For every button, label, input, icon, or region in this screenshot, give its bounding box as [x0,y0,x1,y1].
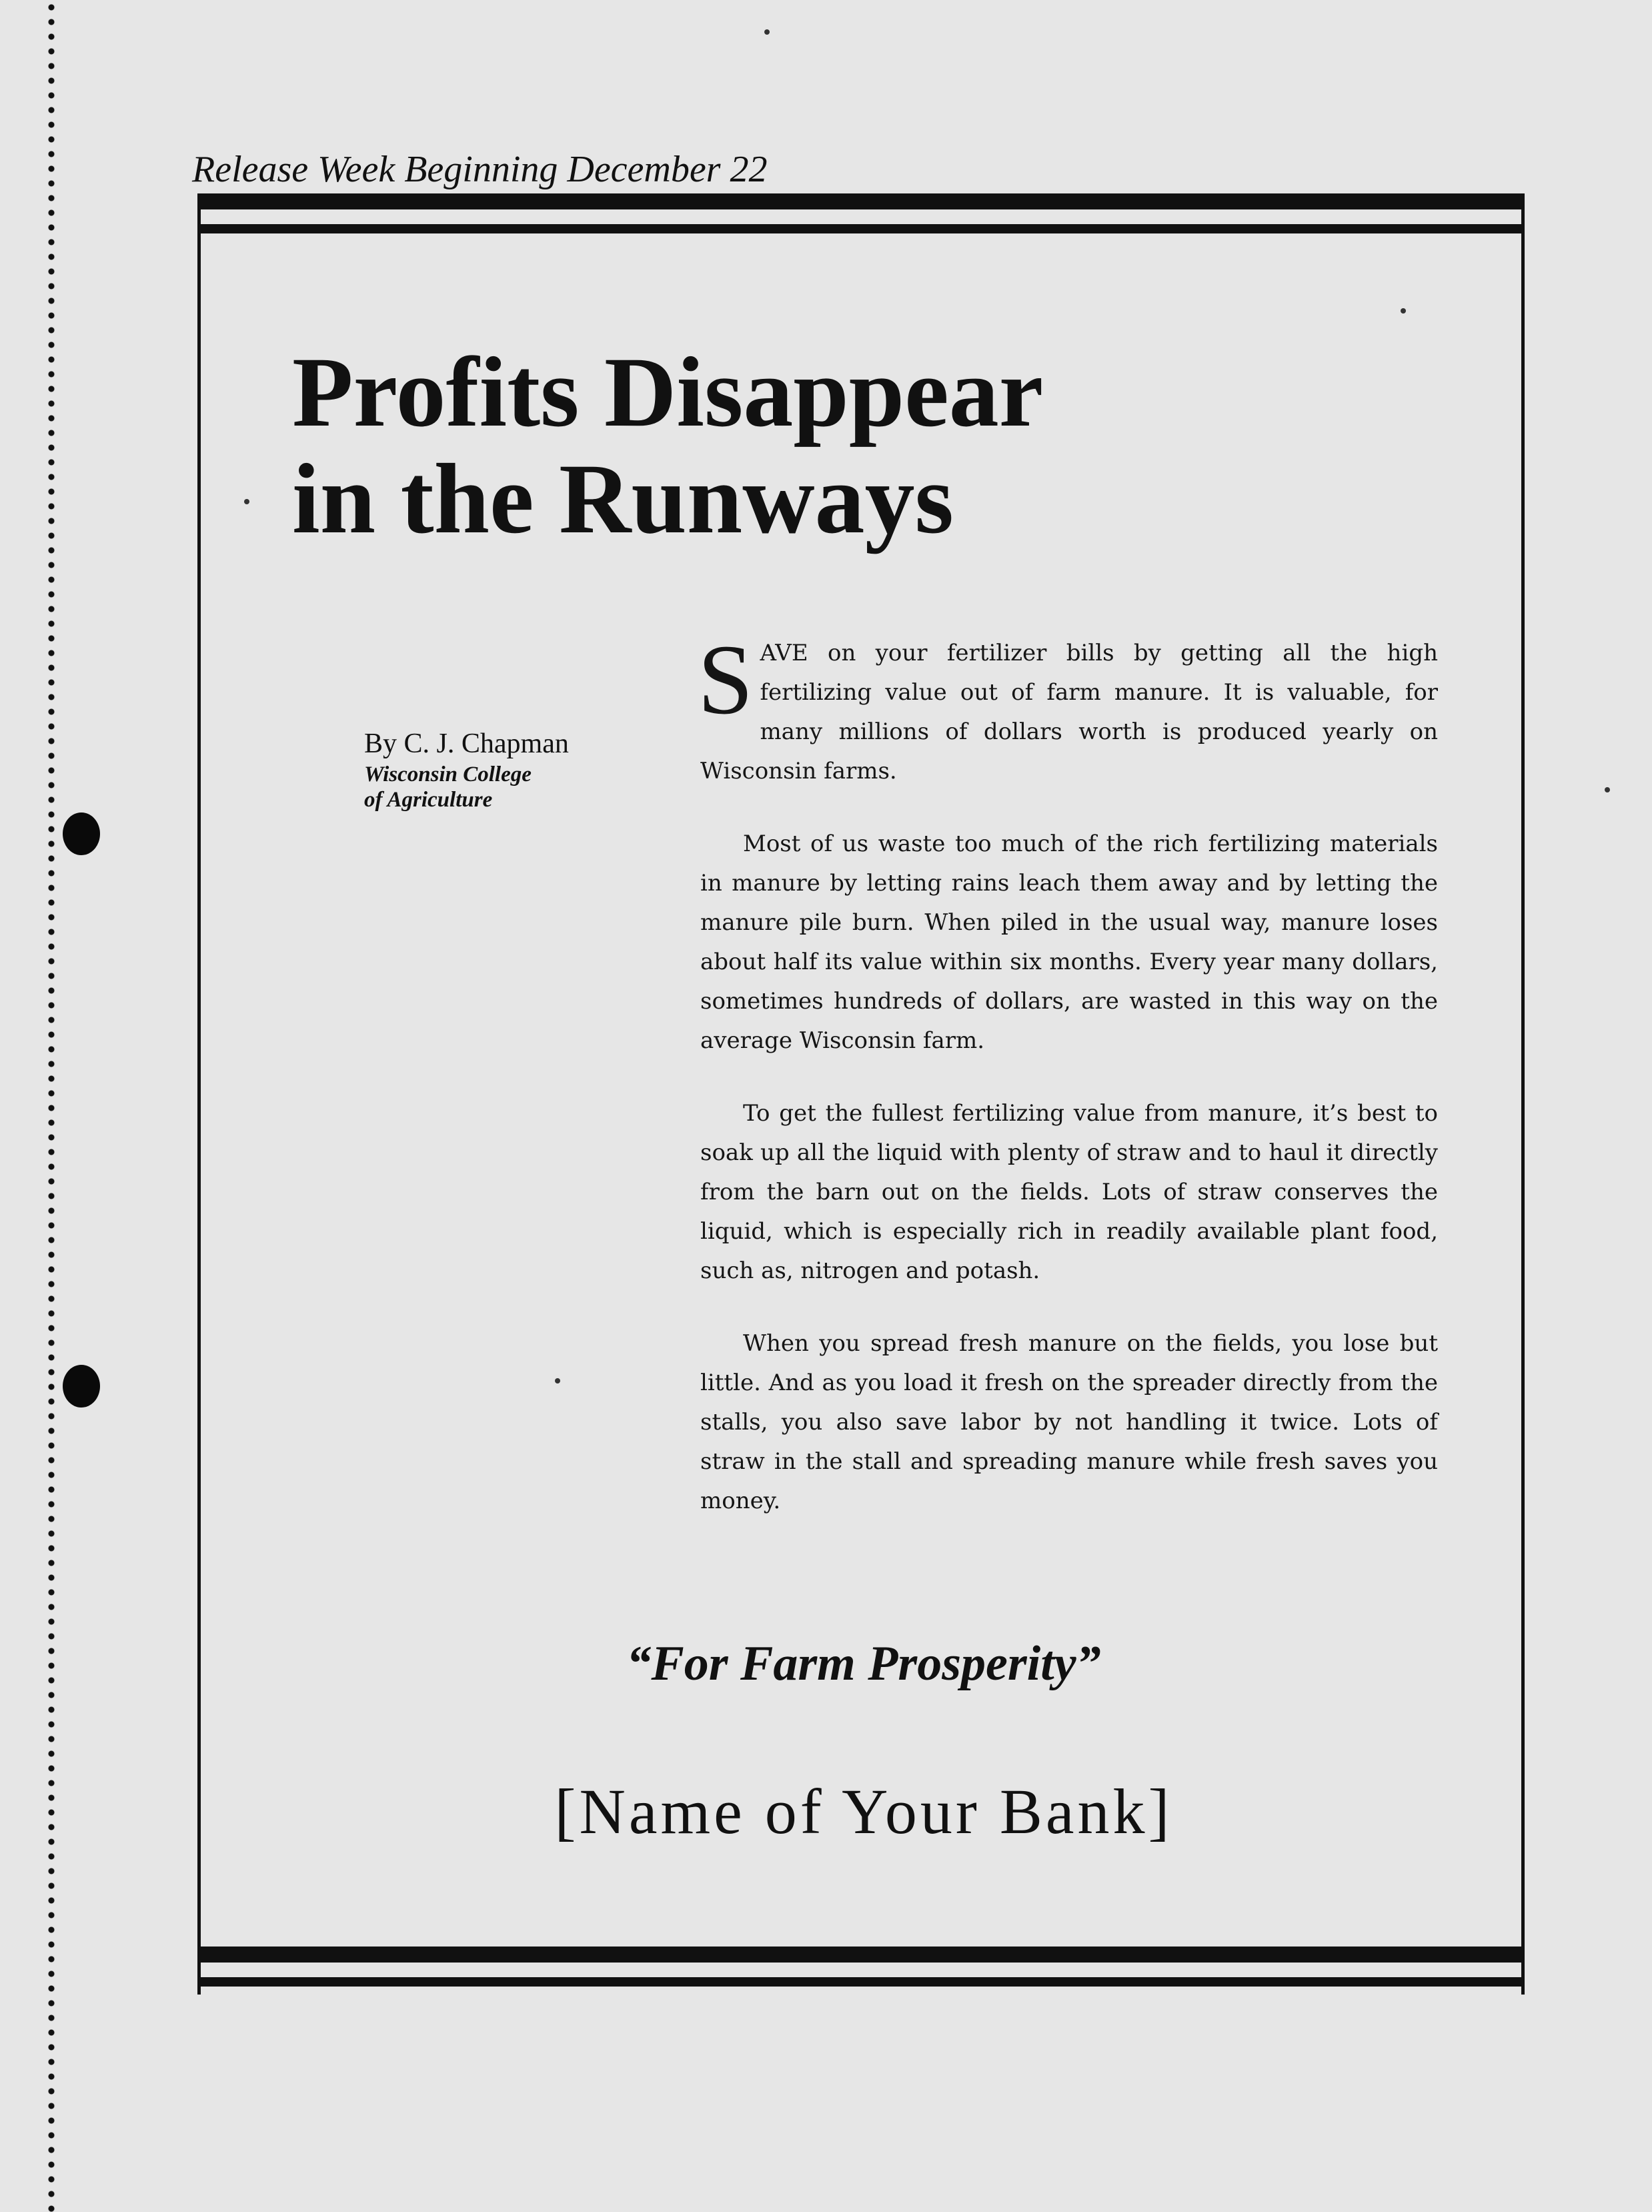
byline-affiliation-2: of Agriculture [364,788,493,812]
headline [292,339,1226,552]
headline-line-2: in the Runways [292,444,954,554]
article-paragraph-3: To get the fullest fertilizing value from manure, it’s best to soak up all the liquid with plenty of straw and to haul it directly from the barn out on the fields. Lots of straw conserves the liquid, which is especially rich in readily available plant food, such as, nitrogen and potash. [700,1100,1438,1284]
bank-name-placeholder: [Name of Your Bank] [554,1776,1173,1847]
punch-hole-bottom [63,1365,100,1408]
scan-speck [1605,787,1610,792]
headline-line-1: Profits Disappear [292,337,1044,448]
drop-cap: S [698,624,754,735]
release-date-line: Release Week Beginning December 22 [192,149,768,190]
bottom-rule-thick [197,1947,1525,1963]
byline-affiliation-1: Wisconsin College [364,762,532,786]
article-paragraph-1-text: AVE on your fertilizer bills by getting all the high fertilizing value out of farm manure. It is valuable, for many millions of dollars worth is produced yearly on Wisconsin farms. [700,640,1438,784]
scan-speck [764,29,770,35]
article-body [698,624,1438,1554]
top-rule-thin [197,224,1525,233]
slogan: “For Farm Prosperity” [626,1636,1101,1691]
article-paragraph-1 [698,624,1438,791]
punch-hole-top [63,812,100,855]
film-perforation-strip [47,0,69,2212]
bottom-rule-thin [197,1977,1525,1987]
article-paragraph-2: Most of us waste too much of the rich fertilizing materials in manure by letting rains leach them away and by letting the manure pile burn. When piled in the usual way, manure loses about half its value within six months. Every year many dollars, sometimes hundreds of dollars, are wasted in this way on the average Wisconsin farm. [700,831,1438,1054]
article-paragraph-4: When you spread fresh manure on the fields, you lose but little. And as you load it fresh on the spreader directly from the stalls, you also save labor by not handling it twice. Lots of straw in the stall and spreading manure while fresh saves you money. [700,1330,1438,1514]
top-rule-thick [197,193,1525,209]
byline [364,726,644,812]
byline-author: By C. J. Chapman [364,728,569,759]
